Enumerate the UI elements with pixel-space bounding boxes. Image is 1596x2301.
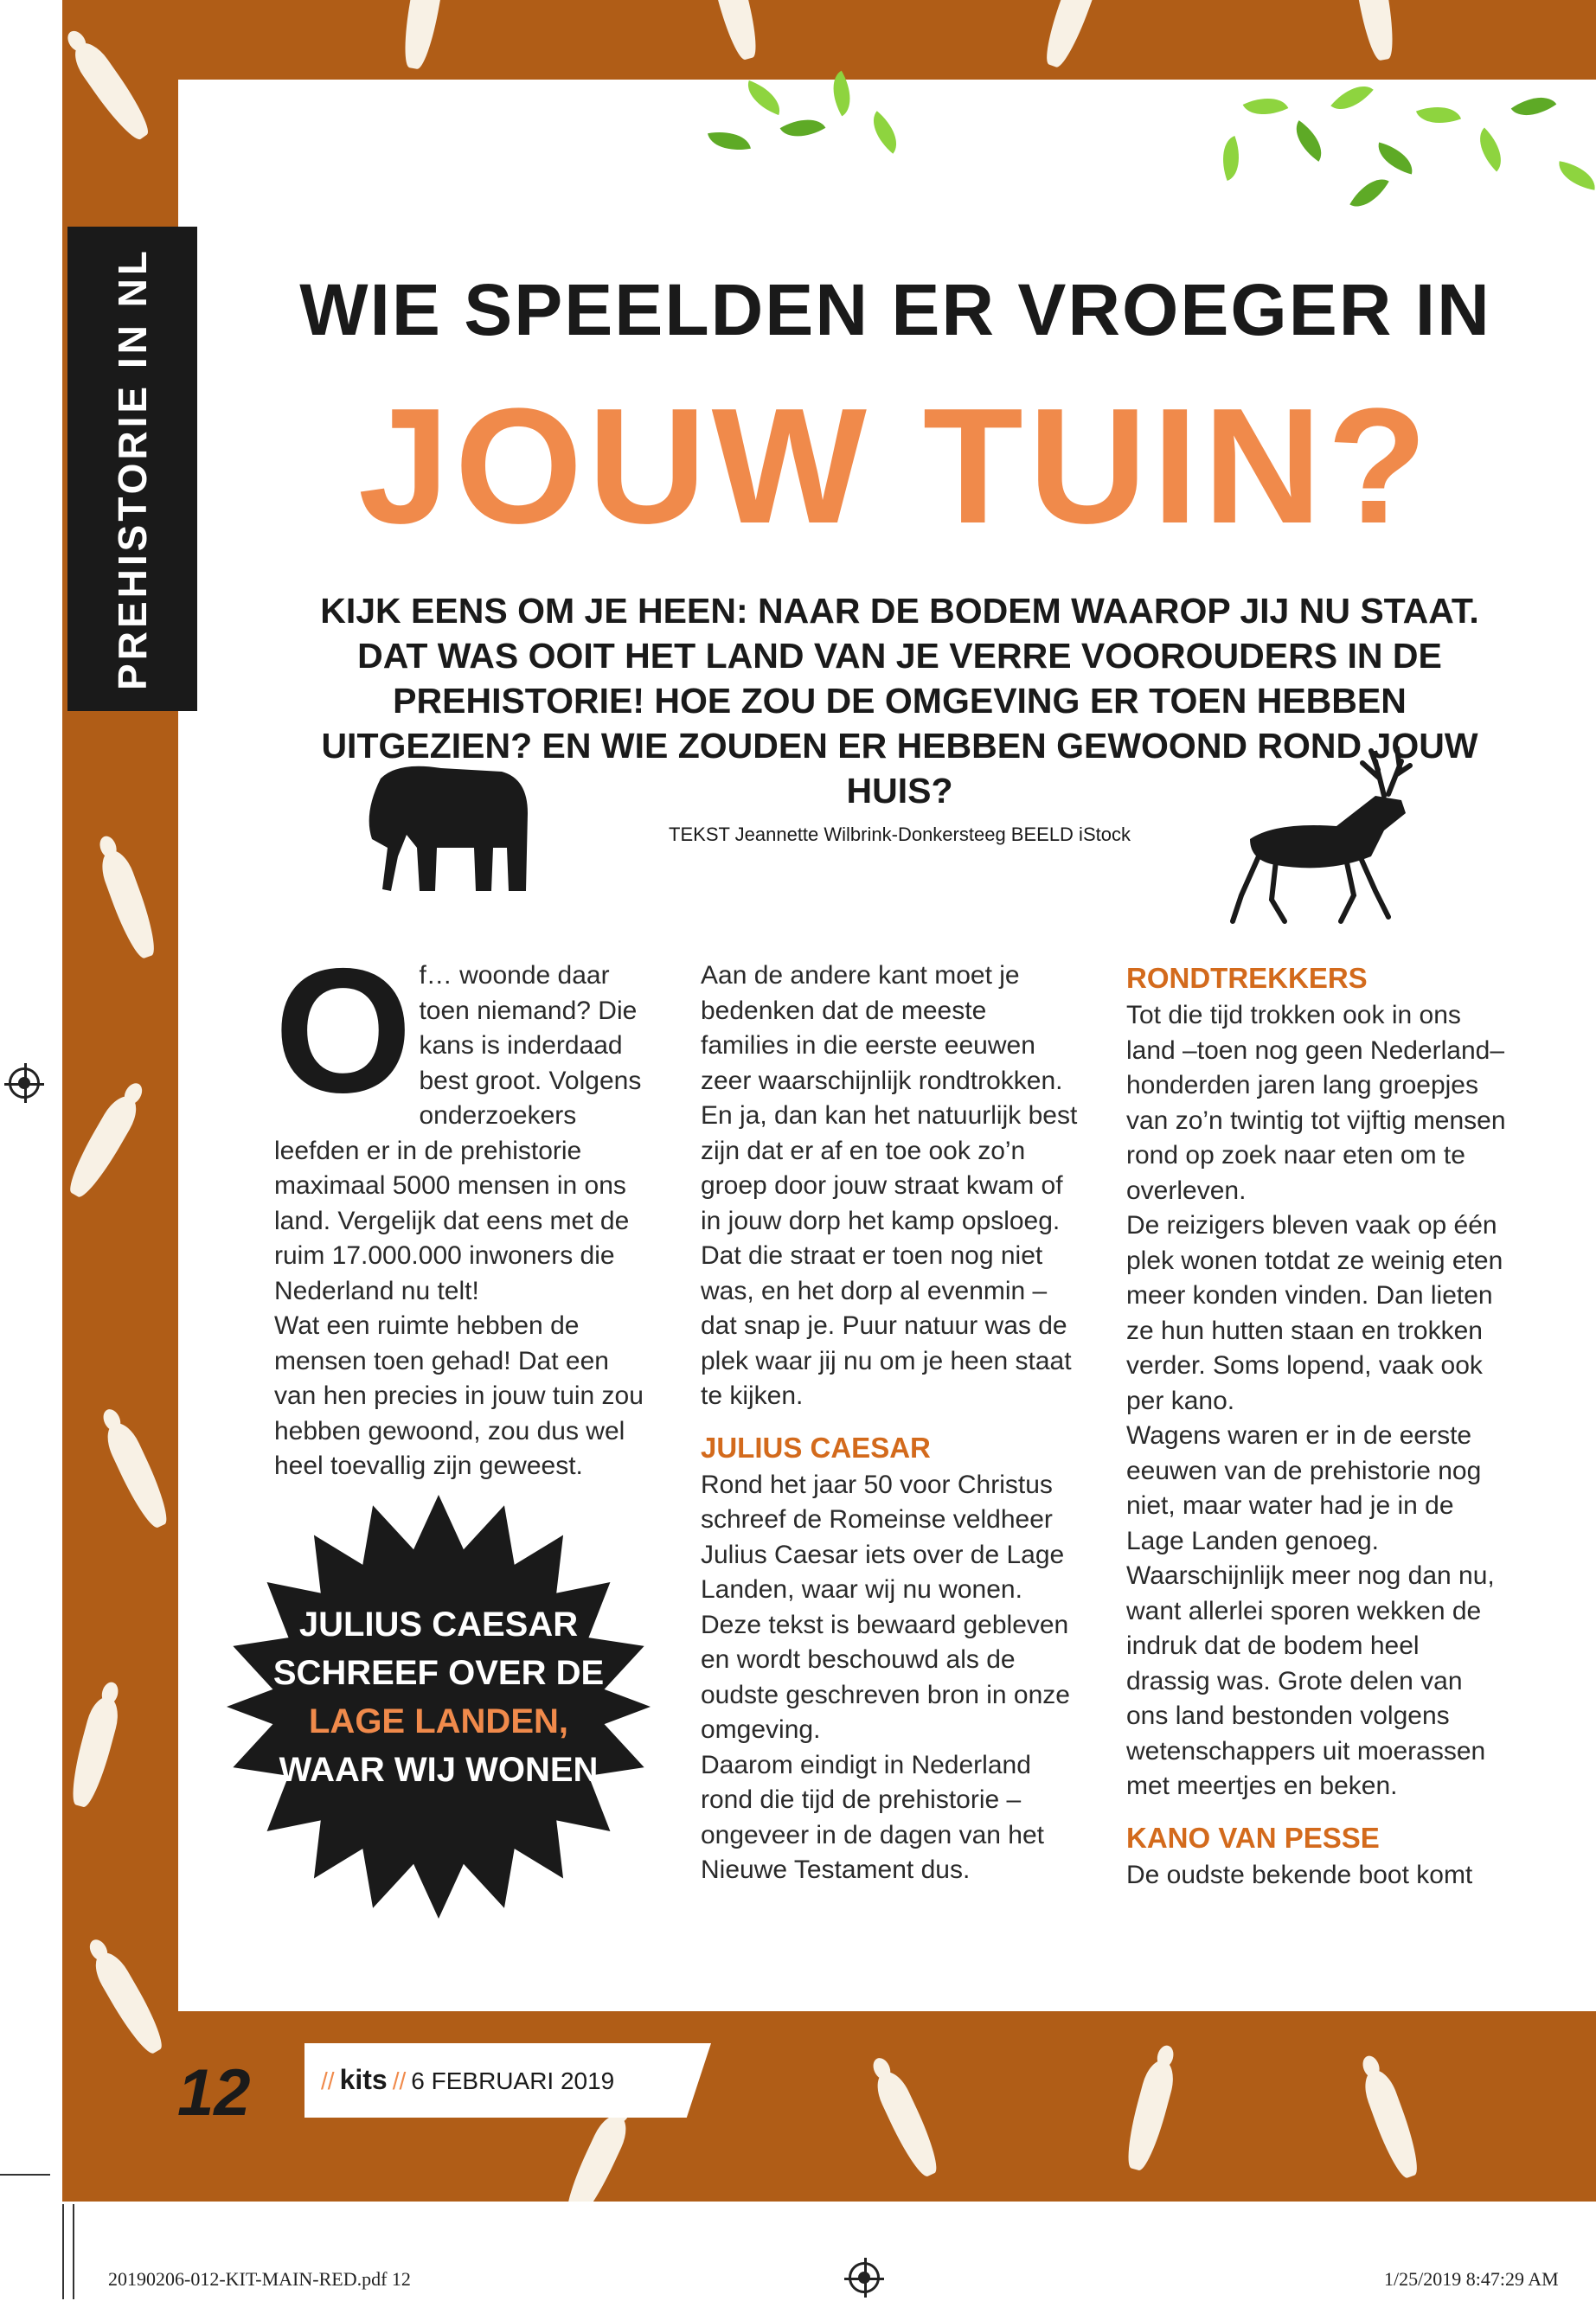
elephant-icon (355, 761, 536, 900)
footprint-decoration (1121, 2057, 1178, 2173)
footprint-decoration (1350, 0, 1399, 62)
paragraph: Wat een ruimte hebben de mensen toen gehad! Dat een van hen precies in jouw tuin zou hebben gewoond, zou dus wel heel toevallig zijn geweest. (274, 1311, 644, 1480)
subheading: JULIUS CAESAR (701, 1431, 931, 1464)
callout-text: JULIUS CAESAR SCHREEF OVER DE LAGE LANDEN, WAAR WIJ WONEN (272, 1606, 605, 1789)
article-column-2 (701, 958, 1081, 1888)
footprint-decoration (67, 36, 156, 145)
issue-date: 6 FEBRUARI 2019 (411, 2067, 615, 2094)
subheading: RONDTREKKERS (1126, 962, 1368, 994)
crop-mark (73, 2204, 74, 2299)
paragraph: Rond het jaar 50 voor Christus schreef de Romeinse veldheer Julius Caesar iets over de Lage Landen, waar wij nu wonen. Deze tekst is bewaard gebleven en wordt beschouwd als de oudste geschreven bron in onze omgeving. (701, 1470, 1070, 1744)
brand-name: kits (339, 2064, 388, 2095)
crop-mark (62, 2204, 64, 2299)
footprint-decoration (66, 1694, 123, 1810)
intro-text: KIJK EENS OM JE HEEN: NAAR DE BODEM WAAROP JIJ NU STAAT. DAT WAS OOIT HET LAND VAN JE VERRE VOOROUDERS IN DE PREHISTORIE! HOE ZOU DE OMGEVING ER TOEN HEBBEN UITGEZIEN? EN WIE ZOUDEN ER HEBBEN GEWOOND ROND JOUW HUIS? (320, 591, 1479, 811)
article-column-3 (1126, 958, 1507, 1893)
credits: TEKST Jeannette Wilbrink-Donkersteeg BEELD iStock (669, 824, 1131, 845)
section-tab (67, 227, 197, 711)
footprint-decoration (399, 0, 447, 71)
article-column-1 (274, 932, 655, 1484)
page-number: 12 (177, 2056, 251, 2130)
deer-icon (1224, 744, 1440, 934)
dropcap: O (274, 932, 413, 1130)
crop-mark (0, 2174, 50, 2176)
paragraph: Daarom eindigt in Nederland rond die tijd de prehistorie – ongeveer in de dagen van het Nieuwe Testament dus. (701, 1750, 1044, 1884)
footprint-decoration (100, 1418, 175, 1532)
subheading: KANO VAN PESSE (1126, 1821, 1380, 1854)
print-file-info: 20190206-012-KIT-MAIN-RED.pdf 12 (108, 2268, 411, 2290)
page-title-line2: JOUW TUIN? (357, 375, 1433, 558)
print-timestamp: 1/25/2019 8:47:29 AM (1384, 2268, 1559, 2290)
paragraph: De oudste bekende boot komt (1126, 1860, 1473, 1889)
footprint-decoration (1039, 0, 1105, 71)
paragraph: Wagens waren er in de eerste eeuwen van de prehistorie nog niet, maar water had je in de Lage Landen genoeg. Waarschijnlijk meer nog dan nu, want allerlei sporen wekken de indruk dat de bodem heel drassig was. Grote delen van ons land bestonden volgens wetenschappers uit moerassen met meertjes en beken. (1126, 1421, 1495, 1800)
paragraph: Tot die tijd trokken ook in ons land –toen nog geen Nederland– honderden jaren lang groepjes van zo’n twintig tot vijftig mensen rond op zoek naar eten om te overleven. (1126, 1001, 1506, 1205)
footprint-decoration (88, 1946, 170, 2059)
registration-mark-icon (9, 1067, 40, 1099)
paragraph: En ja, dan kan het natuurlijk best zijn dat er af en toe ook zo’n groep door jouw straat kwam of in jouw dorp het kamp opsloeg. Dat die straat er toen nog niet was, en het dorp al evenmin – dat snap je. Puur natuur was de plek waar jij nu om je heen staat te kijken. (701, 1101, 1078, 1410)
section-tab-label: PREHISTORIE IN NL (110, 247, 155, 690)
footprint-decoration (706, 0, 763, 62)
paragraph: f… woonde daar toen niemand? Die kans is inderdaad best groot. Volgens onderzoekers leefden er in de prehistorie maximaal 5000 mensen in ons land. Vergelijk dat eens met de ruim 17.000.000 inwoners die Nederland nu telt! (274, 961, 642, 1305)
paragraph: Aan de andere kant moet je bedenken dat de meeste families in die eerste eeuwen zeer waarschijnlijk rondtrokken. (701, 961, 1063, 1095)
footer-text: // kits // 6 FEBRUARI 2019 (321, 2064, 615, 2095)
footprint-decoration (559, 2110, 633, 2202)
footprint-decoration (1359, 2066, 1425, 2182)
paragraph: De reizigers bleven vaak op één plek wonen totdat ze weinig eten meer konden vinden. Dan lieten ze hun hutten staan en trokken verder. Soms lopend, vaak ook per kano. (1126, 1211, 1503, 1415)
footprint-decoration (62, 1090, 144, 1202)
footprint-decoration (870, 2067, 945, 2181)
page-title-line1: WIE SPEELDEN ER VROEGER IN (299, 269, 1491, 350)
footprint-decoration (96, 846, 162, 962)
registration-mark-icon (849, 2262, 880, 2293)
